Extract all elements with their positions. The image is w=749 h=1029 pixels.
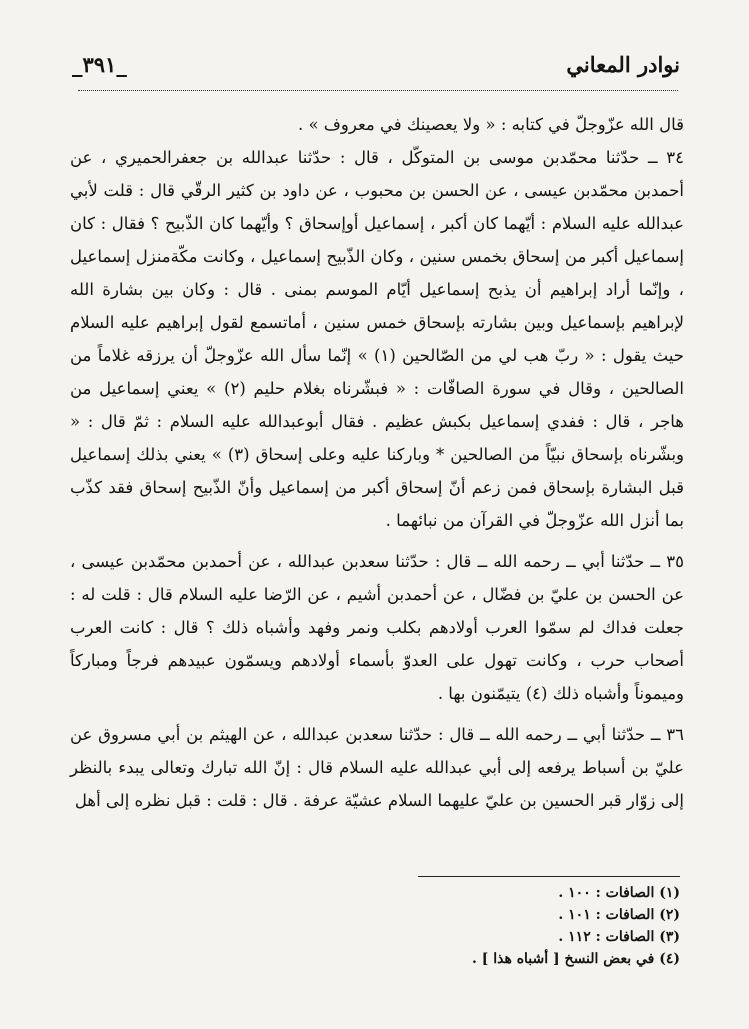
footnote-divider — [418, 876, 680, 877]
paragraph-quran-quote: قال الله عزّوجلّ في كتابه : « ولا يعصينك في معروف » . — [297, 115, 684, 134]
footnotes — [320, 882, 680, 970]
main-text — [70, 108, 684, 817]
footnote-3: (٣) الصافات : ١١٢ . — [558, 929, 680, 945]
paragraph-hadith-34: ٣٤ ــ حدّثنا محمّدبن موسى بن المتوكّل ، قال : حدّثنا عبدالله بن جعفرالحميري ، عن أحمدبن محمّدبن عيسى ، عن الحسن بن محبوب ، عن داود بن كثير الرقّي قال : قلت لأبي عبدالله عليه السلام : أيّهما كان أكبر ، إسماعيل أوإسحاق ؟ وأيّهما كان الذّبيح ؟ فقال : كان إسماعيل أكبر من إسحاق بخمس سنين ، وكان الذّبيح إسماعيل ، وكانت مكّةمنزل إسماعيل ، وإنّما أراد إبراهيم أن يذبح إسماعيل أيّام الموسم بمنى . قال : وكان بين بشارة الله لإبراهيم بإسماعيل وبين بشارته بإسحاق خمس سنين ، أماتسمع لقول إبراهيم عليه السلام حيث يقول : « ربّ هب لي من الصّالحين (١) » إنّما سأل الله عزّوجلّ أن يرزقه غلاماً من الصالحين ، وقال في سورة الصافّات : « فبشّرناه بغلام حليم (٢) » يعني إسماعيل من هاجر ، قال : ففدي إسماعيل بكبش عظيم . فقال أبوعبدالله عليه السلام : ثمّ قال : « وبشّرناه بإسحاق نبيّاً من الصالحين * وباركنا عليه وعلى إسحاق (٣) » يعني بذلك إسماعيل قبل البشارة بإسحاق فمن زعم أنّ إسحاق أكبر من إسماعيل وأنّ الذّبيح إسحاق فقد كذّب بما أنزل الله عزّوجلّ في القرآن من نبائهما . — [70, 148, 685, 530]
page-header — [72, 52, 680, 86]
header-divider — [78, 90, 678, 91]
page-number: _٣٩١_ — [72, 52, 127, 77]
paragraph-hadith-35: ٣٥ ــ حدّثنا أبي ــ رحمه الله ــ قال : حدّثنا سعدبن عبدالله ، عن أحمدبن محمّدبن عيسى ، عن الحسن بن عليّ بن فضّال ، عن أحمدبن أشيم ، عن الرّضا عليه السلام قال : قلت له : جعلت فداك لم سمّوا العرب أولادهم بكلب ونمر وفهد وأشباه ذلك ؟ قال : كانت العرب أصحاب حرب ، وكانت تهول على العدوّ بأسماء أولادهم ويسمّون عبيدهم فرجاً ومباركاً وميموناً وأشباه ذلك (٤) يتيمّنون بها . — [70, 552, 684, 703]
paragraph-hadith-36: ٣٦ ــ حدّثنا أبي ــ رحمه الله ــ قال : حدّثنا سعدبن عبدالله ، عن الهيثم بن أبي مسروق عن عليّ بن أسباط يرفعه إلى أبي عبدالله عليه السلام قال : إنّ الله تبارك وتعالى يبدء بالنظر إلى زوّار قبر الحسين بن عليّ عليهما السلام عشيّة عرفة . قال : قلت : قبل نظره إلى أهل — [70, 725, 684, 810]
running-title: نوادر المعاني — [566, 52, 680, 77]
footnote-2: (٢) الصافات : ١٠١ . — [558, 907, 680, 923]
footnote-4: (٤) في بعض النسخ [ أشباه هذا ] . — [471, 951, 680, 967]
footnote-1: (١) الصافات : ١٠٠ . — [558, 885, 680, 901]
